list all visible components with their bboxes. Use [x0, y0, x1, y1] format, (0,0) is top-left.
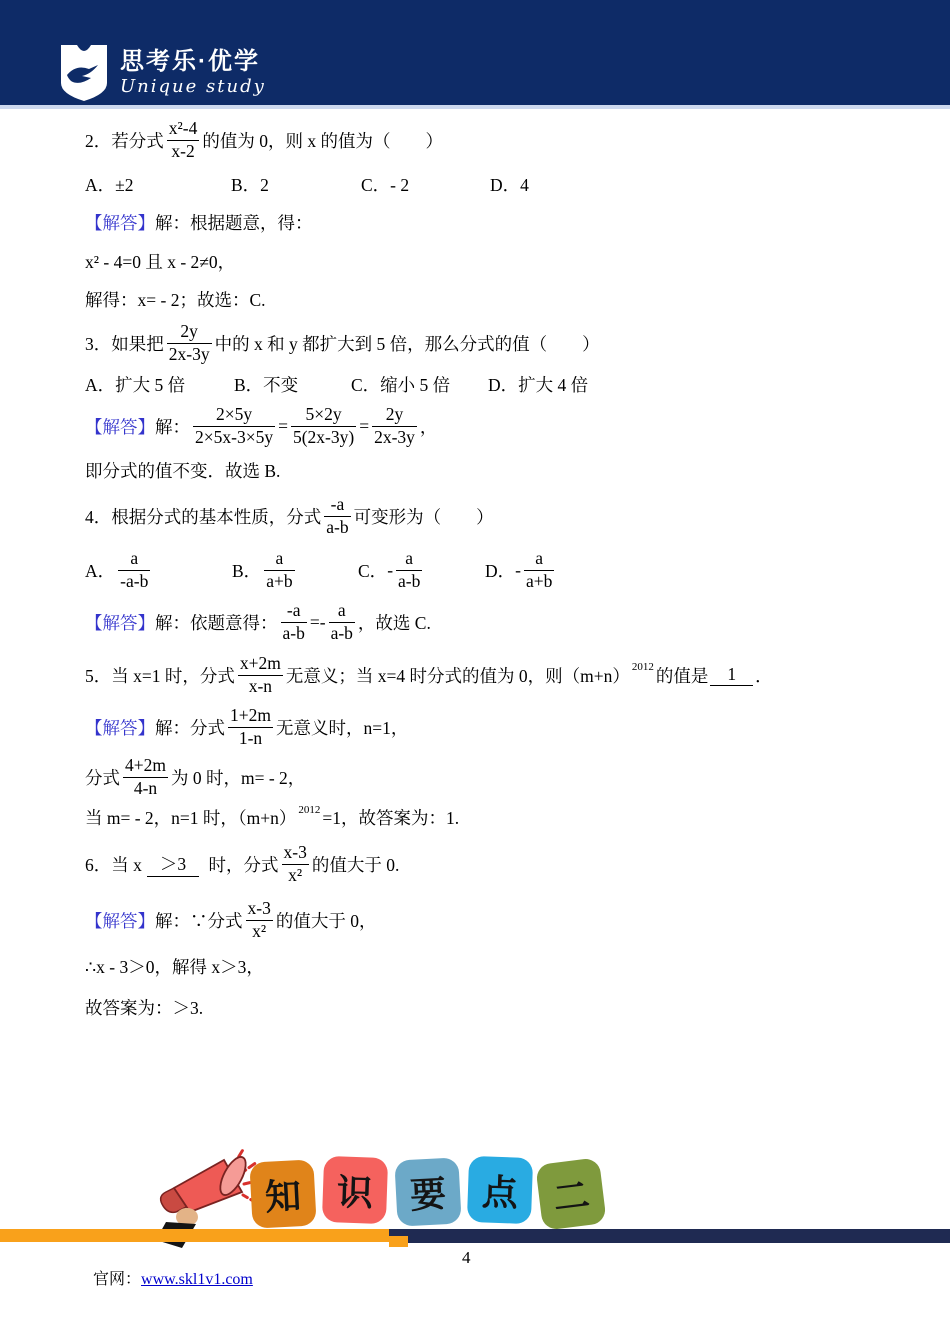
q5-stem-post: 的值是: [655, 665, 709, 686]
banner-tile-1: [322, 1156, 388, 1224]
answer-tag: 【解答】: [85, 717, 155, 738]
q4-stem-post: 可变形为（ ）: [353, 506, 494, 527]
q6-stem-mid: 时，分式: [204, 854, 279, 875]
q5-answer-text: 为 0 时，m= - 2，: [170, 767, 306, 788]
banner-tile-label: 识: [336, 1170, 374, 1214]
minus-sign: -: [387, 559, 394, 580]
fraction: $\frac{4+2m}{4-n}$: [125, 754, 166, 798]
fraction: $\frac{\text{x²-4}}{x-2}$: [168, 117, 198, 161]
q5-stem-period: ．: [755, 665, 773, 686]
q4-answer-text: ，故选 C.: [357, 612, 431, 633]
site-label: 官网：: [93, 1271, 142, 1288]
banner-tile-2: [394, 1157, 461, 1226]
option-c: C．- 2: [361, 175, 410, 195]
footer-orange-bar: [0, 1229, 389, 1242]
q2-answer-line-1: [85, 210, 905, 235]
q6-answer-line-1: [85, 894, 905, 946]
fraction: $\frac{a}{-a-b}$: [120, 547, 149, 591]
q5-answer-text: 无意义时，n=1，: [275, 717, 409, 738]
footer-site: [85, 1248, 253, 1289]
q6-stem-post: 的值大于 0.: [311, 854, 400, 875]
banner-tile-4: [535, 1157, 607, 1230]
footer-orange-step: [389, 1236, 408, 1247]
q6-stem-pre: 6．当 x: [85, 854, 142, 875]
option-label: B．: [232, 560, 262, 581]
header-divider: [0, 105, 950, 109]
q3-options: [85, 372, 905, 397]
fraction: $\frac{x-3}{\text{x²}}$: [283, 841, 307, 885]
q5-answer-text: 分式: [85, 767, 120, 788]
fraction: $\frac{x-3}{\text{x²}}$: [247, 897, 271, 941]
answer-tag: 【解答】: [85, 416, 155, 437]
option-d: [485, 548, 557, 593]
fraction: $\frac{2y}{2x-3y}$: [168, 320, 210, 364]
fraction: $\frac{x+2m}{x-n}$: [239, 652, 281, 696]
q5-answer-text: =1，故答案为：1.: [322, 808, 460, 828]
fraction: $\frac{2y}{2x-3y}$: [374, 403, 415, 447]
minus-sign: -: [515, 559, 521, 580]
fraction: $\frac{a}{a-b}$: [398, 547, 421, 591]
banner-tile-label: 二: [550, 1173, 592, 1219]
fraction: $\frac{-a}{a-b}$: [282, 599, 305, 643]
q2-answer-text: x² - 4=0 且 x - 2≠0，: [85, 252, 236, 272]
q6-answer-line-2: [85, 954, 905, 979]
option-label: D．: [485, 560, 516, 581]
header-bar: [0, 0, 950, 105]
fraction: $\frac{a}{a+b}$: [266, 547, 293, 591]
q2-answer-line-2: [85, 249, 905, 274]
option-a: A．±2: [85, 175, 134, 195]
q3-answer-line-2: [85, 458, 905, 483]
fraction: $\frac{a}{a-b}$: [330, 599, 353, 643]
q4-answer-line-1: [85, 597, 905, 647]
fraction: $\frac{2\times 5y}{2\times 5x-3\times 5y}$: [195, 403, 274, 447]
q6-stem: [85, 838, 905, 890]
q4-answer-text: 解：依题意得：: [155, 612, 278, 633]
equals-sign: =: [359, 415, 370, 436]
option-b: B．不变: [234, 375, 299, 395]
option-a: [85, 548, 232, 593]
q5-answer-text: 解：分式: [155, 717, 225, 738]
q5-answer-text: 当 m= - 2，n=1 时，（m+n）: [85, 808, 297, 828]
banner-tile-0: [249, 1159, 316, 1228]
footer-navy-bar: [389, 1229, 950, 1243]
brand-logo: [60, 44, 266, 102]
q2-stem-pre: 2．若分式: [85, 130, 164, 151]
banner-tile-label: 要: [409, 1172, 448, 1216]
q2-stem-post: 的值为 0，则 x 的值为（ ）: [202, 130, 443, 151]
q3-answer-text: 解：: [155, 416, 190, 437]
q3-answer-text: ，: [419, 416, 438, 437]
option-b: [232, 548, 358, 593]
banner-tile-label: 知: [264, 1174, 303, 1218]
q5-answer-line-3: [85, 805, 905, 830]
brand-name-cn: 思考乐·优学: [120, 48, 260, 76]
brand-name: [120, 48, 266, 97]
option-c: C．缩小 5 倍: [351, 375, 451, 395]
q2-answer-line-3: [85, 287, 905, 312]
site-link[interactable]: www.skl1v1.com: [141, 1271, 253, 1288]
q3-answer-text: 即分式的值不变．故选 B.: [85, 461, 281, 481]
fraction: $\frac{-a}{a-b}$: [326, 493, 349, 537]
answer-blank: ＞3: [147, 851, 199, 877]
q6-answer-text: ∴x - 3＞0，解得 x＞3，: [85, 957, 264, 977]
q6-answer-text: 故答案为：＞3.: [85, 998, 204, 1018]
answer-tag: 【解答】: [85, 910, 155, 931]
q5-stem-mid: 无意义；当 x=4 时分式的值为 0，则（m+n）: [285, 665, 630, 686]
q6-answer-line-3: [85, 995, 905, 1020]
answer-blank: 1: [710, 664, 753, 686]
fraction: $\frac{1+2m}{1-n}$: [230, 704, 271, 748]
fraction: $\frac{a}{a+b}$: [525, 547, 553, 591]
q2-answer-text: 解：根据题意，得：: [155, 213, 313, 233]
brand-name-en: Unique study: [120, 76, 266, 97]
q5-answer-line-1: [85, 703, 905, 751]
exponent: 2012: [631, 661, 654, 673]
option-label: C．: [358, 560, 388, 581]
q2-stem: [85, 114, 905, 166]
answer-tag: 【解答】: [85, 213, 155, 233]
q5-stem: [85, 649, 905, 701]
option-label: A．: [85, 560, 116, 581]
banner-tile-3: [467, 1156, 533, 1224]
q3-stem: [85, 316, 905, 370]
option-b: B．2: [231, 175, 269, 195]
q4-stem-pre: 4．根据分式的基本性质，分式: [85, 506, 322, 527]
option-d: D．4: [490, 175, 529, 195]
equals-sign: =: [309, 611, 320, 632]
minus-sign: -: [319, 611, 326, 632]
option-c: [358, 548, 485, 593]
fraction: $\frac{5\times 2y}{5(2x-3y)}$: [292, 403, 355, 447]
q3-answer-line-1: [85, 400, 905, 452]
option-a: A．扩大 5 倍: [85, 375, 186, 395]
q4-options: [85, 545, 905, 595]
answer-tag: 【解答】: [85, 612, 155, 633]
page-number: 4: [462, 1248, 471, 1267]
logo-icon: [60, 44, 108, 102]
equals-sign: =: [278, 415, 288, 436]
q5-stem-pre: 5．当 x=1 时，分式: [85, 665, 235, 686]
q6-answer-text: 的值大于 0，: [275, 910, 377, 931]
q3-stem-post: 中的 x 和 y 都扩大到 5 倍，那么分式的值（ ）: [214, 333, 600, 354]
problems-area: [85, 114, 905, 1020]
q2-options: [85, 172, 905, 197]
q6-answer-text: 解：∵分式: [155, 910, 243, 931]
q3-stem-pre: 3．如果把: [85, 333, 164, 354]
option-d: D．扩大 4 倍: [488, 375, 589, 395]
q2-answer-text: 解得：x= - 2；故选：C.: [85, 290, 266, 310]
banner-tile-label: 点: [481, 1170, 519, 1214]
exponent: 2012: [298, 803, 321, 816]
q4-stem: [85, 489, 905, 543]
q5-answer-line-2: [85, 753, 905, 801]
